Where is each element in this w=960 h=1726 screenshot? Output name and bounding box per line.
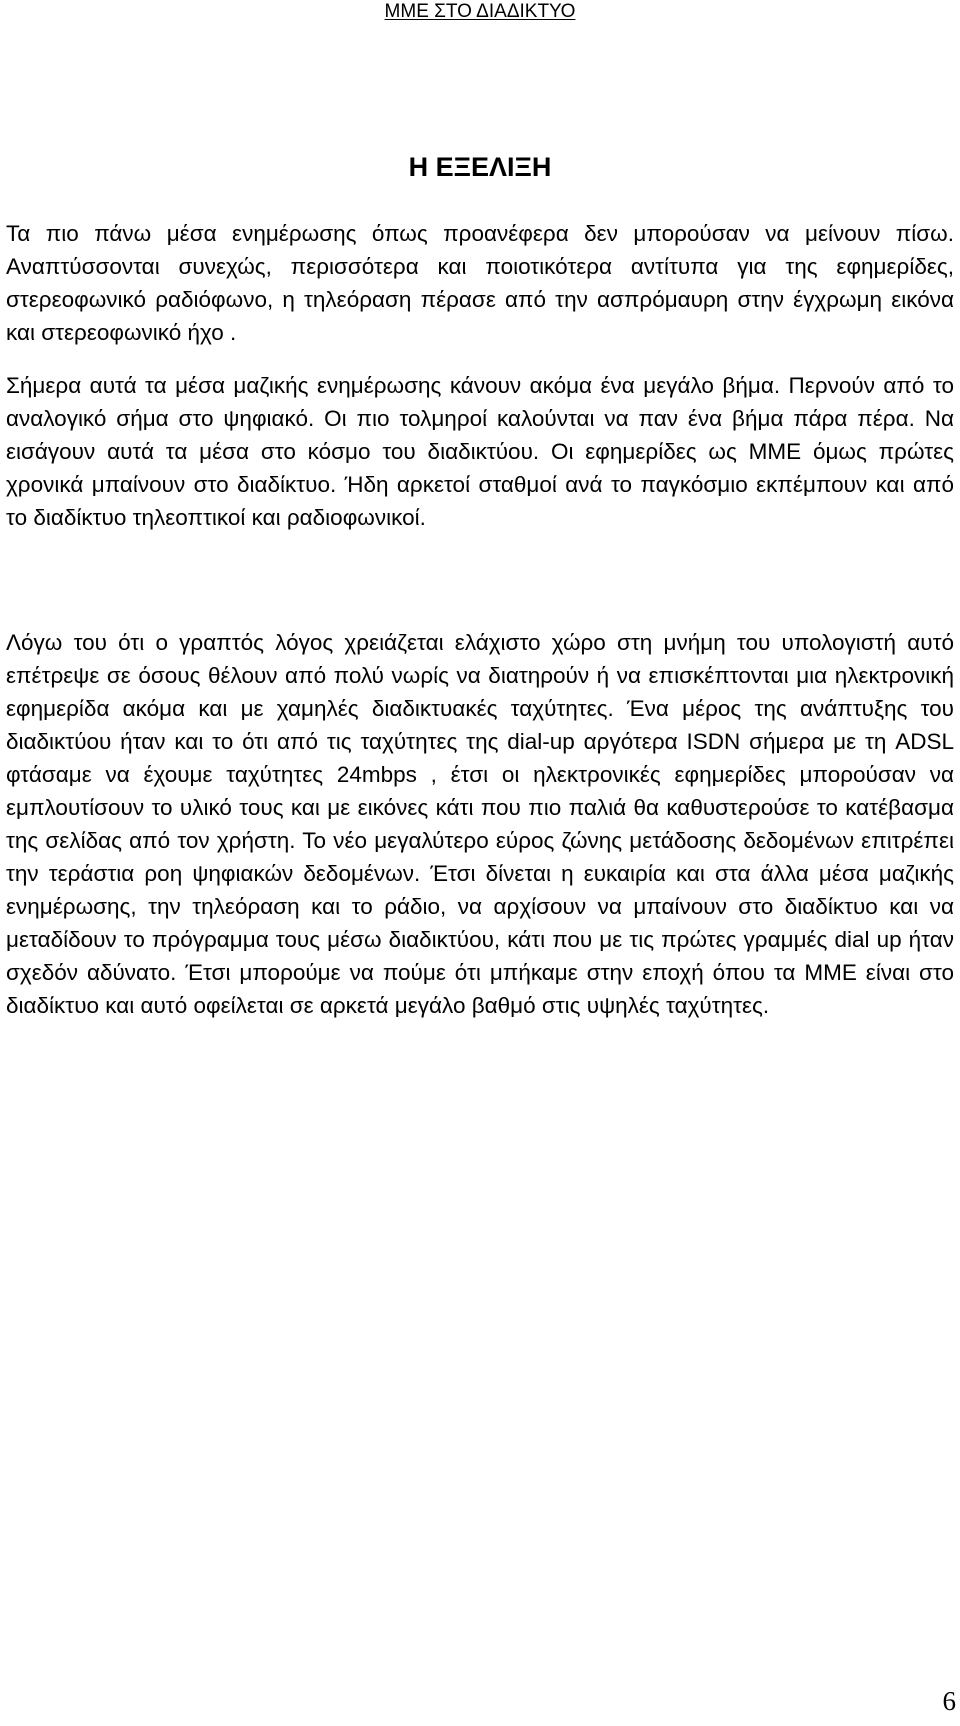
- section-title: Η ΕΞΕΛΙΞΗ: [408, 152, 552, 183]
- paragraph-block-1: [6, 217, 954, 349]
- running-header: ΜΜΕ ΣΤΟ ΔΙΑΔΙΚΤΥΟ: [384, 1, 576, 22]
- paragraph: Λόγω του ότι ο γραπτός λόγος χρειάζεται ελάχιστο χώρο στη μνήμη του υπολογιστή αυτό επέτρεψε σε όσους θέλουν από πολύ νωρίς να διατηρούν ή να επισκέπτονται μια ηλεκτρονική εφημερίδα ακόμα και με χαμηλές διαδικτυακές ταχύτητες. Ένα μέρος της ανάπτυξης του διαδικτύου ήταν και το ότι από τις ταχύτητες της dial-up αργότερα ISDN σήμερα με τη ADSL φτάσαμε να έχουμε ταχύτητες 24mbps , έτσι οι ηλεκτρονικές εφημερίδες μπορούσαν να εμπλουτίσουν το υλικό τους και με εικόνες κάτι που πιο παλιά θα καθυστερούσε το κατέβασμα της σελίδας από τον χρήστη. Το νέο μεγαλύτερο εύρος ζώνης μετάδοσης δεδομένων επιτρέπει την τεράστια ροη ψηφιακών δεδομένων. Έτσι δίνεται η ευκαιρία και στα άλλα μέσα μαζικής ενημέρωσης, την τηλεόραση και το ράδιο, να αρχίσουν να μπαίνουν στο διαδίκτυο και να μεταδίδουν το πρόγραμμα τους μέσω διαδικτύου, κάτι που με τις πρώτες γραμμές dial up ήταν σχεδόν αδύνατο. Έτσι μπορούμε να πούμε ότι μπήκαμε στην εποχή όπου τα ΜΜΕ είναι στο διαδίκτυο και αυτό οφείλεται σε αρκετά μεγάλο βαθμό στις υψηλές ταχύτητες.: [6, 630, 954, 1018]
- paragraph-block-2: [6, 369, 954, 534]
- paragraph: Τα πιο πάνω μέσα ενημέρωσης όπως προανέφερα δεν μπορούσαν να μείνουν πίσω. Αναπτύσσονται συνεχώς, περισσότερα και ποιοτικότερα αντίτυπα για της εφημερίδες, στερεοφωνικό ραδιόφωνο, η τηλεόραση πέρασε από την ασπρόμαυρη στην έγχρωμη εικόνα και στερεοφωνικό ήχο .: [6, 221, 954, 345]
- paragraph: Σήμερα αυτά τα μέσα μαζικής ενημέρωσης κάνουν ακόμα ένα μεγάλο βήμα. Περνούν από το αναλογικό σήμα στο ψηφιακό. Οι πιο τολμηροί καλούνται να παν ένα βήμα πάρα πέρα. Να εισάγουν αυτά τα μέσα στο κόσμο του διαδικτύου. Οι εφημερίδες ως ΜΜΕ όμως πρώτες χρονικά μπαίνουν στο διαδίκτυο. Ήδη αρκετοί σταθμοί ανά το παγκόσμιο εκπέμπουν και από το διαδίκτυο τηλεοπτικοί και ραδιοφωνικοί.: [6, 373, 954, 530]
- page-number: 6: [942, 1686, 956, 1716]
- paragraph-block-3: [6, 626, 954, 1022]
